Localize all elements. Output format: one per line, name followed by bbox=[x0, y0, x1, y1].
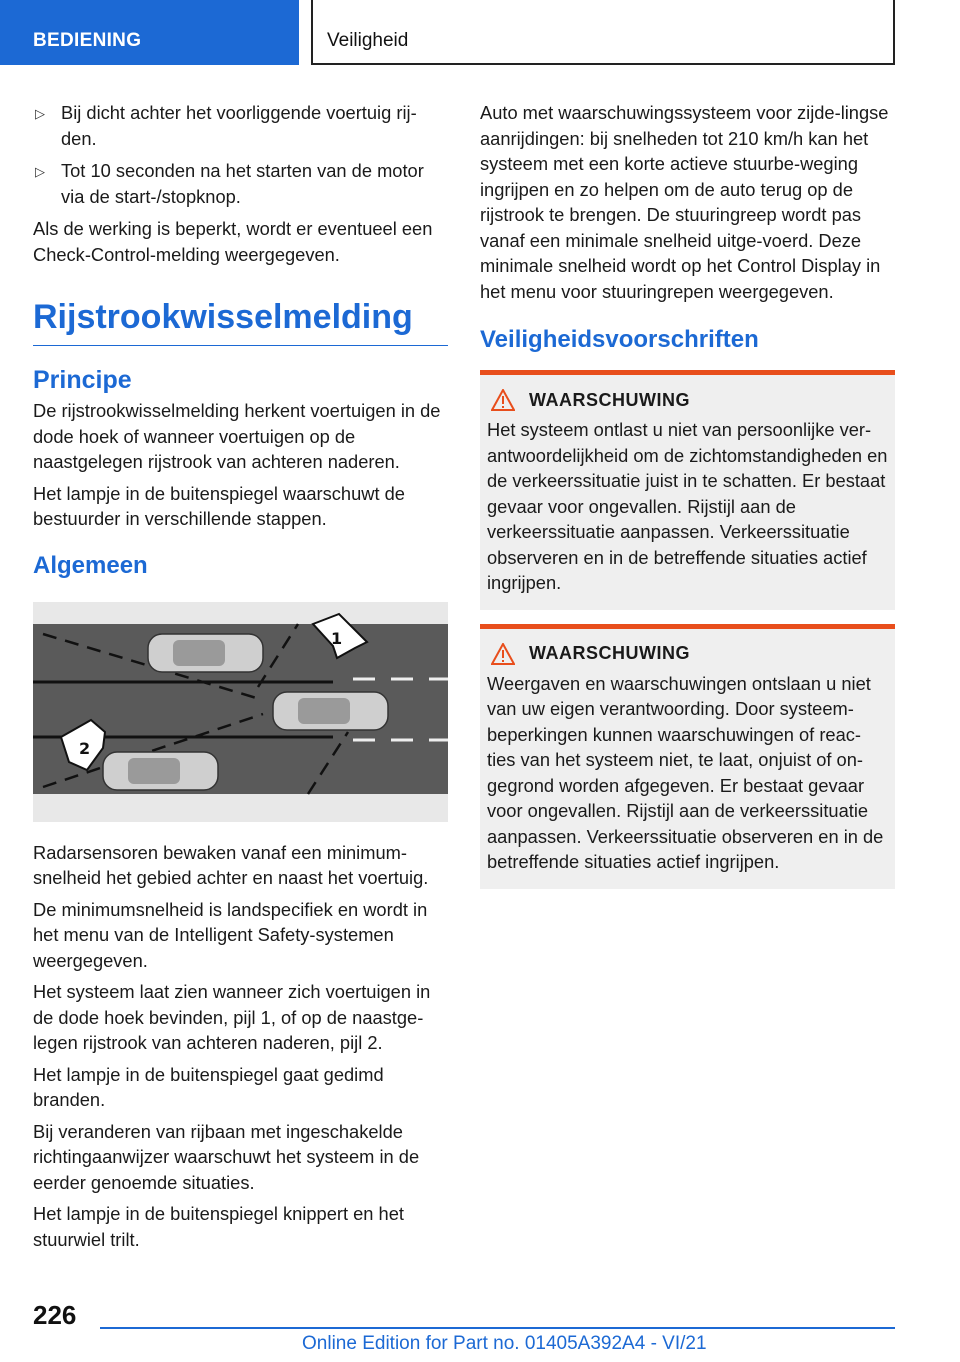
list-item-text: Bij dicht achter het voorliggende voertuig rij-den. bbox=[61, 102, 417, 149]
page-title: Rijstrookwisselmelding bbox=[33, 295, 448, 346]
arrow-1-label: 1 bbox=[331, 628, 343, 648]
warning-triangle-icon bbox=[491, 643, 515, 665]
algemeen-heading: Algemeen bbox=[33, 551, 148, 579]
footer-divider bbox=[100, 1327, 895, 1329]
triangle-right-icon: ▷ bbox=[35, 106, 45, 121]
page-number: 226 bbox=[33, 1300, 77, 1330]
warning-header bbox=[487, 643, 888, 665]
intro-paragraph: Auto met waarschuwingssysteem voor zijde-lingse aanrijdingen: bij snelheden tot 210 km/h kan het systeem met een korte actieve stuurbe-weging ingrijpen en zo helpen om de auto terug op de rijstrook te brengen. De stuuringreep wordt pas vanaf een minimale snelheid uitge-voerd. Deze minimale snelheid wordt op het Control Display in het menu voor stuuringrepen weergegeven. bbox=[480, 102, 889, 302]
paragraph: Het lampje in de buitenspiegel gaat gedimd branden. bbox=[33, 1063, 384, 1110]
lane-change-figure bbox=[33, 602, 448, 822]
paragraph: Het lampje in de buitenspiegel waarschuwt de bestuurder in verschillende stappen. bbox=[33, 482, 405, 529]
paragraph: Radarsensoren bewaken vanaf een minimum-snelheid het gebied achter en naast het voertuig. bbox=[33, 841, 429, 888]
right-column bbox=[480, 100, 895, 901]
car-own bbox=[273, 692, 388, 730]
warning-title: WAARSCHUWING bbox=[529, 389, 690, 410]
warning-text: Weergaven en waarschuwingen ontslaan u niet van uw eigen verantwoording. Door systeem-beperkingen kunnen waarschuwingen of reac-ties van het systeem niet, te laat, onjuist of on-gegrond worden afgegeven. Er bestaat gevaar voor ongevallen. Rijstijl aan de verkeerssituatie aanpassen. Verkeerssituatie observeren en in de betreffende situaties actief ingrijpen. bbox=[487, 672, 884, 872]
chapter-title: Veiligheid bbox=[327, 30, 409, 51]
intro-paragraph: Als de werking is beperkt, wordt er eventueel een Check-Control-melding weergegeven. bbox=[33, 218, 433, 265]
warning-header bbox=[487, 389, 888, 411]
paragraph: Het lampje in de buitenspiegel knippert en het stuurwiel trilt. bbox=[33, 1203, 404, 1250]
warning-box bbox=[480, 624, 895, 889]
principe-heading: Principe bbox=[33, 366, 132, 394]
section-title: BEDIENING bbox=[33, 30, 142, 51]
car-blindspot bbox=[148, 634, 263, 672]
edition-note: Online Edition for Part no. 01405A392A4 - VI/21 bbox=[302, 1333, 707, 1354]
warning-text: Het systeem ontlast u niet van persoonlijke ver-antwoordelijkheid om de zichtomstandigheden en de verkeerssituatie juist in te schatten. Er bestaat gevaar voor ongevallen. Rijstijl aan de verkeerssituatie aanpassen. Verkeerssituatie observeren en in de betreffende situaties actief ingrijpen. bbox=[487, 419, 888, 593]
warning-box bbox=[480, 370, 895, 610]
chapter-header bbox=[311, 0, 895, 65]
section-tab[interactable] bbox=[0, 0, 299, 65]
car-approaching bbox=[103, 752, 218, 790]
safety-heading: Veiligheidsvoorschriften bbox=[480, 326, 759, 353]
lane-diagram bbox=[33, 602, 448, 822]
left-column bbox=[33, 100, 448, 1258]
list-item bbox=[33, 100, 448, 151]
list-item bbox=[33, 158, 448, 209]
warning-title: WAARSCHUWING bbox=[529, 643, 690, 663]
paragraph: De rijstrookwisselmelding herkent voertuigen in de dode hoek of wanneer voertuigen op de naastgelegen rijstrook van achteren naderen. bbox=[33, 400, 441, 472]
list-item-text: Tot 10 seconden na het starten van de motor via de start-/stopknop. bbox=[61, 160, 424, 207]
arrow-2-label: 2 bbox=[79, 738, 91, 758]
paragraph: Bij veranderen van rijbaan met ingeschakelde richtingaanwijzer waarschuwt het systeem in de eerder genoemde situaties. bbox=[33, 1120, 420, 1193]
triangle-right-icon: ▷ bbox=[35, 164, 45, 179]
warning-triangle-icon bbox=[491, 389, 515, 411]
paragraph: Het systeem laat zien wanneer zich voertuigen in de dode hoek bevinden, pijl 1, of op de naastge-legen rijstrook van achteren naderen, pijl 2. bbox=[33, 981, 431, 1053]
paragraph: De minimumsnelheid is landspecifiek en wordt in het menu van de Intelligent Safety-systemen weergegeven. bbox=[33, 898, 428, 971]
